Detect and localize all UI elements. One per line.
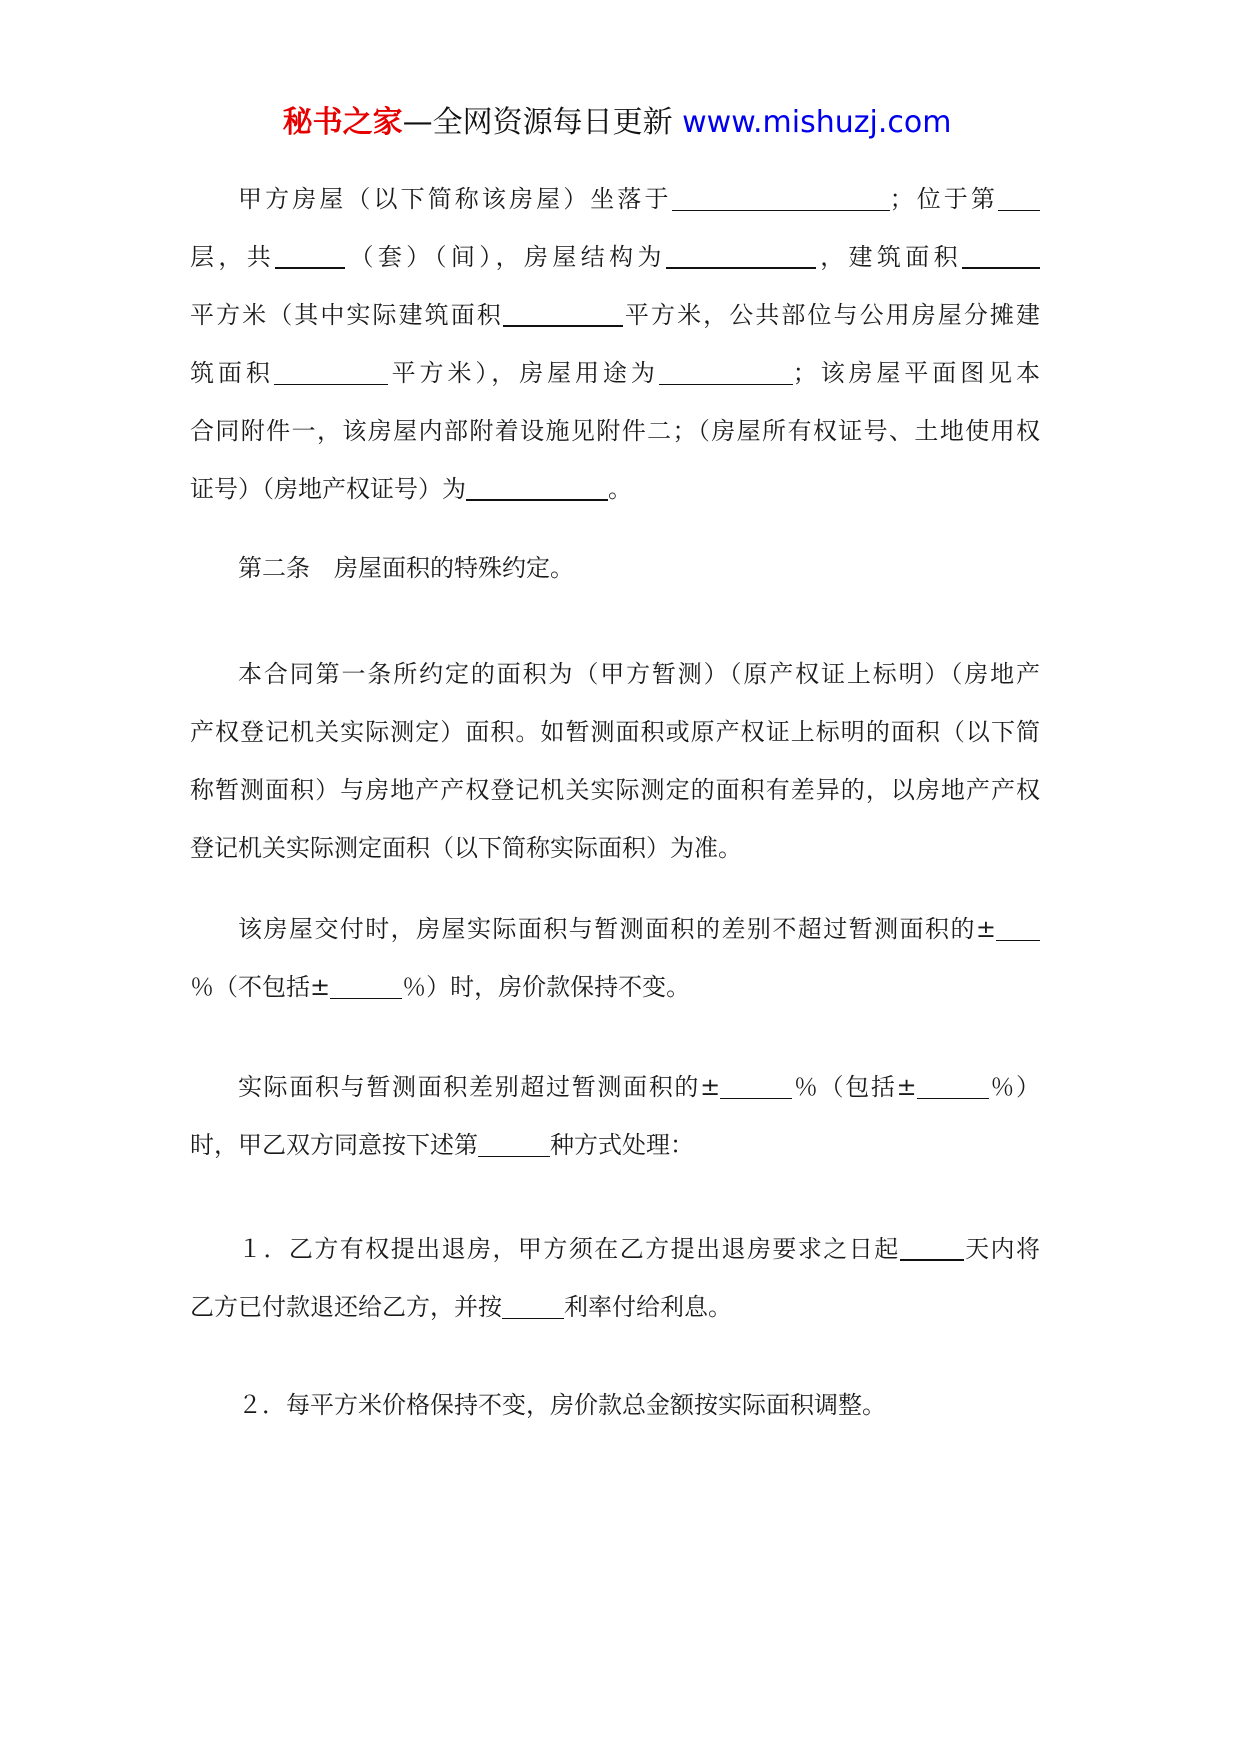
paragraph-excess-handling <box>190 1058 1040 1174</box>
text-line: 层，共 （套）（间），房屋结构为 ，建筑面积 <box>190 228 1040 286</box>
text-line: 产权登记机关实际测定）面积。如暂测面积或原产权证上标明的面积（以下简 <box>190 718 1040 746</box>
text-line: 该房屋交付时，房屋实际面积与暂测面积的差别不超过暂测面积的± <box>190 900 1040 958</box>
fill-blank-method <box>478 1132 550 1157</box>
site-header <box>0 103 1234 143</box>
brand-name: 秘书之家 <box>282 105 403 140</box>
fill-blank-tolerance <box>996 916 1040 941</box>
text-line: 平方米（其中实际建筑面积 平方米，公共部位与公用房屋分摊建 <box>190 301 1041 329</box>
fill-blank-rate <box>502 1294 564 1319</box>
text-line: １．乙方有权提出退房，甲方须在乙方提出退房要求之日起 天内将 <box>238 1235 1041 1263</box>
fill-blank-floor-area <box>962 243 1040 269</box>
text-line: 本合同第一条所约定的面积为（甲方暂测）（原产权证上标明）（房地产 <box>238 660 1040 688</box>
text-line: ％（不包括± ％）时，房价款保持不变。 <box>190 973 691 1001</box>
fill-blank-units <box>275 243 345 269</box>
fill-blank-certificate <box>466 475 608 501</box>
fill-blank-days <box>900 1235 964 1261</box>
site-url-link[interactable]: www.mishuzj.com <box>682 105 952 140</box>
fill-blank-location <box>672 186 890 211</box>
text-line: 称暂测面积）与房地产产权登记机关实际测定的面积有差异的，以房地产产权 <box>190 776 1040 804</box>
fill-blank-excess-incl <box>917 1074 989 1099</box>
fill-blank-usage <box>659 360 793 385</box>
fill-blank-structure <box>666 243 816 269</box>
fill-blank-excess <box>720 1074 792 1099</box>
fill-blank-actual-area <box>503 301 623 327</box>
article-heading <box>190 539 1040 597</box>
fill-blank-shared-area <box>274 360 388 385</box>
paragraph-option-1 <box>190 1220 1040 1336</box>
paragraph-option-2 <box>190 1376 1040 1434</box>
text-line: 第二条 房屋面积的特殊约定。 <box>238 554 574 582</box>
paragraph-tolerance <box>190 900 1040 1016</box>
text-line: ２．每平方米价格保持不变，房价款总金额按实际面积调整。 <box>238 1391 886 1419</box>
text-line: 筑面积 平方米），房屋用途为 ；该房屋平面图见本 <box>190 359 1041 387</box>
header-tagline: —全网资源每日更新 <box>402 105 673 140</box>
paragraph-property-description <box>190 170 1040 518</box>
text-line: 乙方已付款退还给乙方，并按 利率付给利息。 <box>190 1293 732 1321</box>
text-line: 登记机关实际测定面积（以下简称实际面积）为准。 <box>190 834 742 862</box>
fill-blank-tolerance-excl <box>330 974 402 999</box>
text-line: 证号）（房地产权证号）为 。 <box>190 475 632 503</box>
text-line: 合同附件一，该房屋内部附着设施见附件二；（房屋所有权证号、土地使用权 <box>190 417 1040 445</box>
text-line: 实际面积与暂测面积差别超过暂测面积的± ％（包括± ％） <box>238 1073 1041 1101</box>
fill-blank-floor <box>998 186 1040 211</box>
paragraph-area-definition <box>190 645 1040 877</box>
text-line: 时，甲乙双方同意按下述第 种方式处理： <box>190 1131 694 1159</box>
text-line: 甲方房屋（以下简称该房屋）坐落于 ；位于第 <box>190 170 1040 228</box>
